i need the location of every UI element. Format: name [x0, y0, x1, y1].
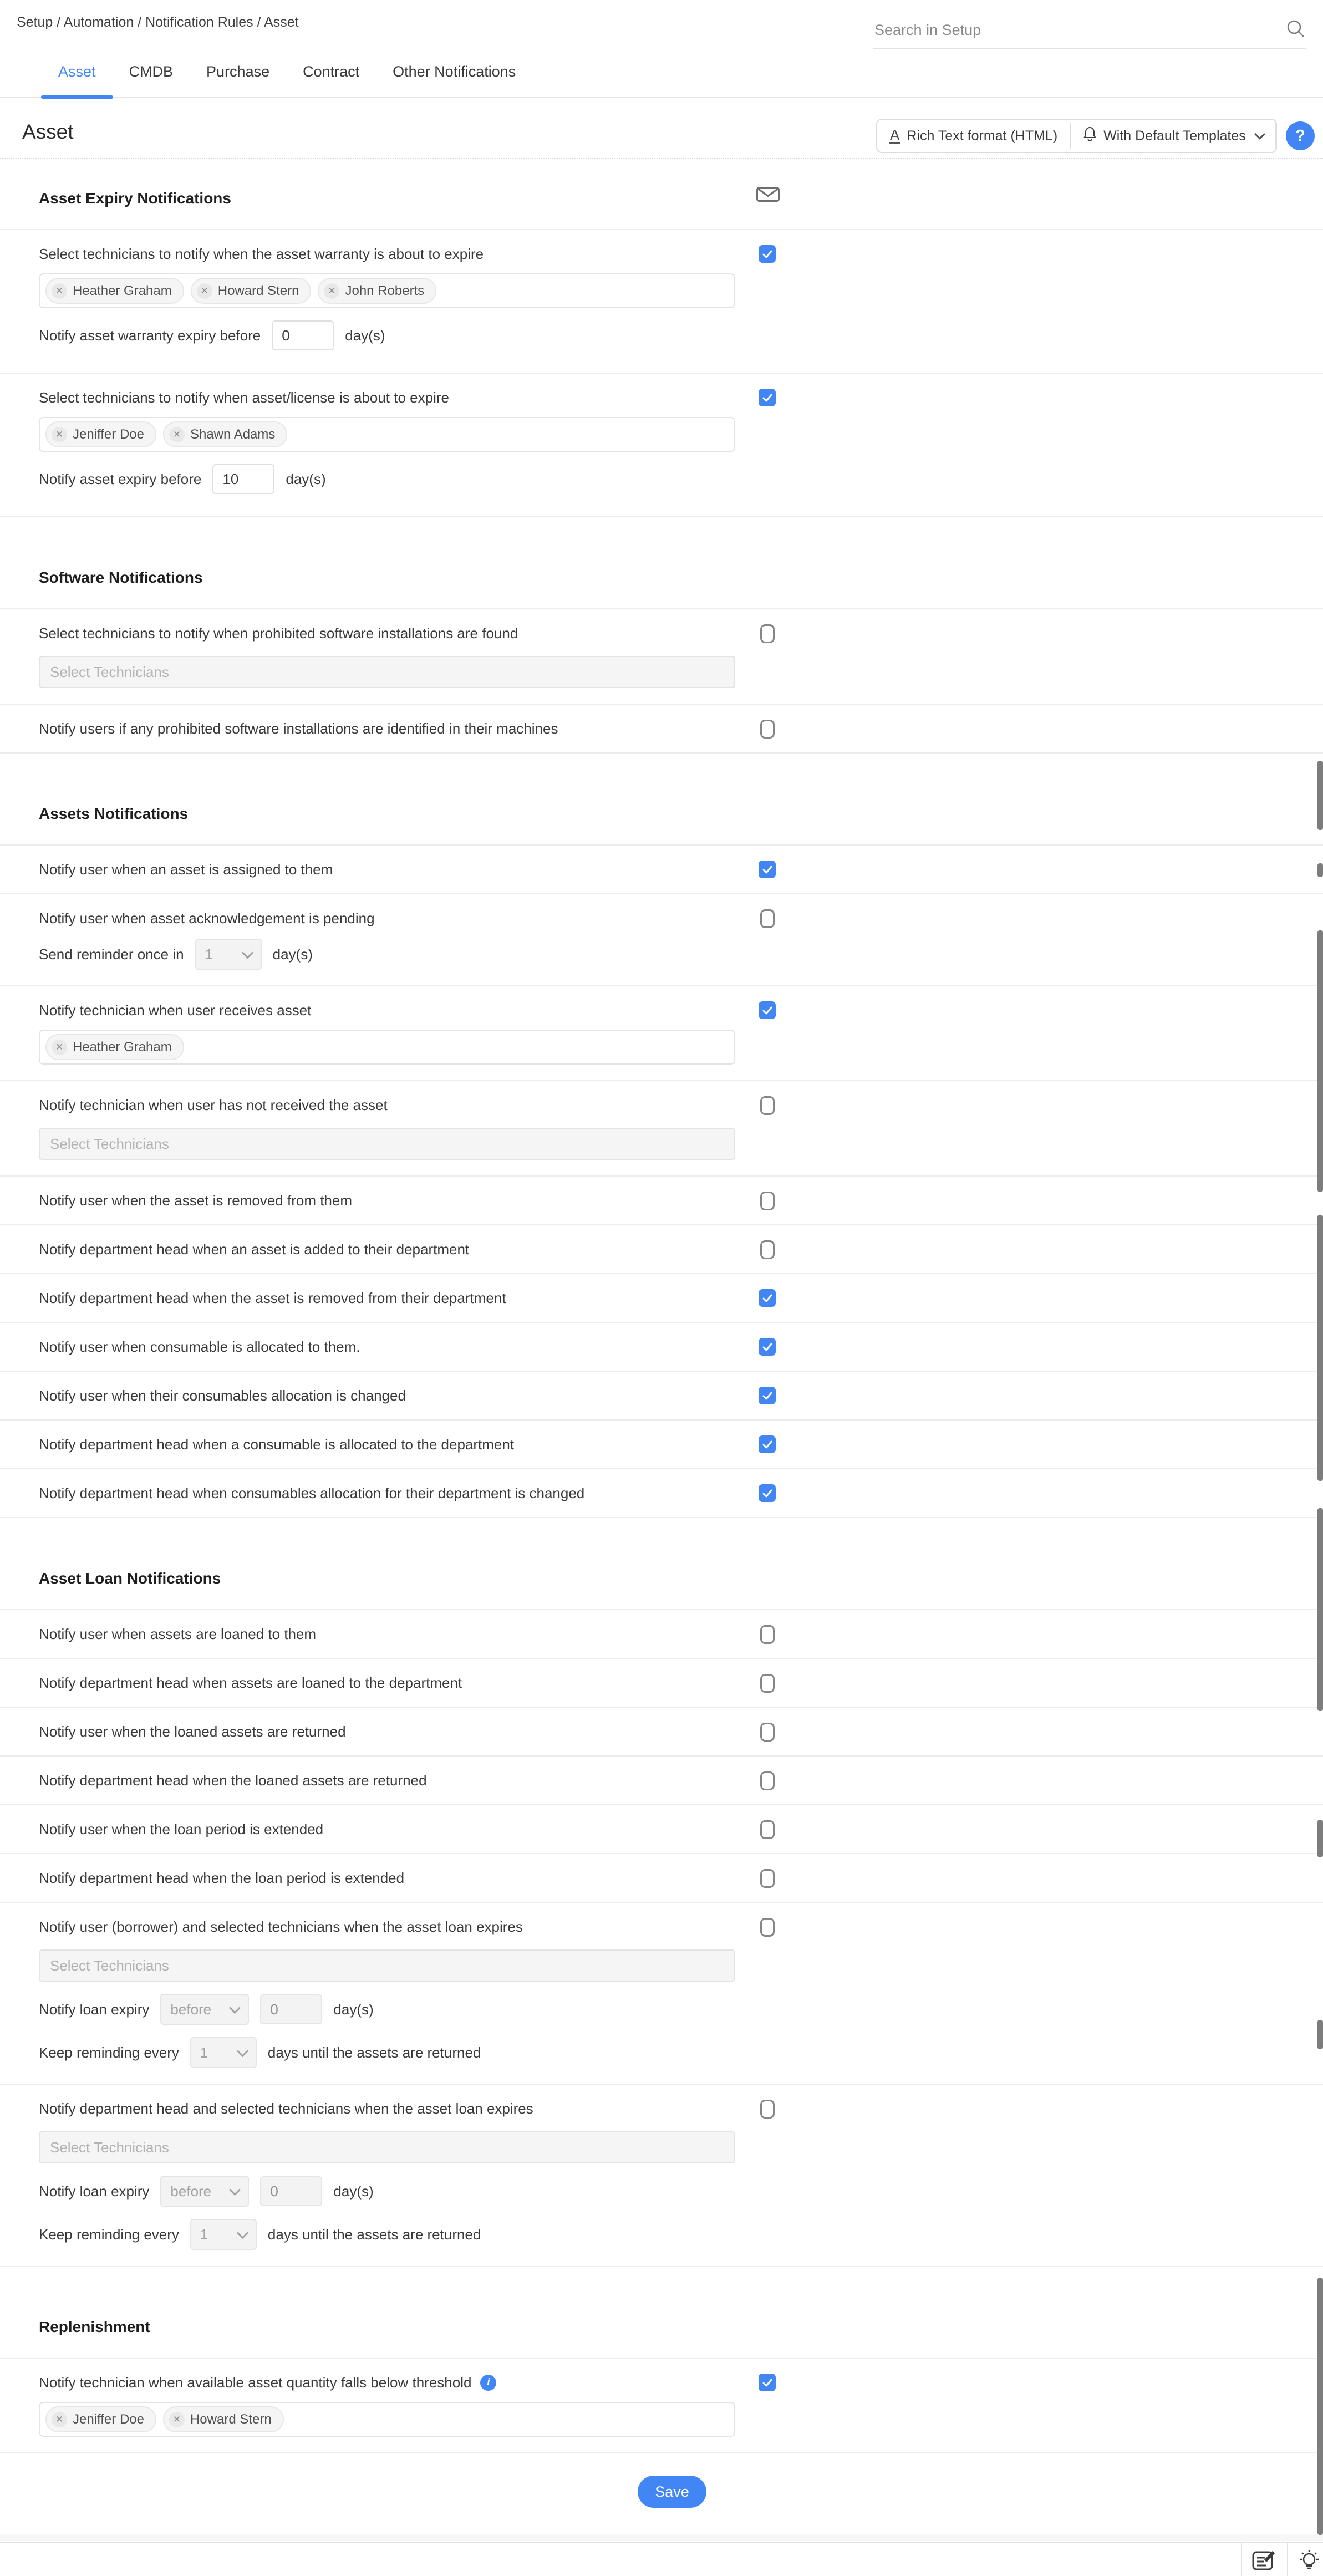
chip-label: Shawn Adams	[190, 426, 276, 442]
notification-row	[0, 373, 1323, 516]
notification-row	[0, 1804, 1323, 1853]
section-heading: Assets Notifications	[39, 805, 189, 822]
row-label-line	[39, 389, 726, 406]
row-checkbox[interactable]	[759, 1001, 776, 1019]
row-label-line	[39, 246, 726, 262]
reminder-days-select[interactable]	[195, 939, 262, 970]
select-technicians-input[interactable]	[39, 1128, 735, 1160]
notification-toolbar	[876, 119, 1277, 153]
notification-row	[0, 608, 1323, 704]
row-checkbox[interactable]	[760, 909, 775, 928]
inline-suffix: day(s)	[333, 2182, 374, 2200]
mail-icon	[756, 187, 780, 205]
chip-remove-icon[interactable]: ✕	[169, 427, 185, 442]
page-header	[0, 0, 1323, 98]
loan-expiry-mode-select[interactable]	[160, 2176, 249, 2207]
notification-row	[0, 1853, 1323, 1902]
row-checkbox[interactable]	[759, 1338, 776, 1356]
notification-row	[0, 893, 1323, 985]
technician-chip	[163, 421, 287, 447]
section-replenishment	[0, 2267, 1323, 2453]
row-label-line	[39, 2374, 726, 2391]
scrollbar-thumb[interactable]	[1317, 930, 1323, 1192]
help-button[interactable]: ?	[1286, 121, 1315, 150]
notification-row	[0, 1224, 1323, 1273]
row-label: Select technicians to notify when prohibited software installations are found	[39, 625, 518, 642]
row-label-line	[39, 1192, 726, 1209]
row-label: Notify user when the loaned assets are returned	[39, 1723, 346, 1740]
section-asset-loan-notifications	[0, 1518, 1323, 2267]
row-checkbox[interactable]	[760, 1240, 775, 1259]
row-label-line	[39, 1723, 726, 1740]
inline-setting	[39, 320, 1323, 350]
chip-label: Heather Graham	[73, 283, 172, 298]
row-checkbox[interactable]	[760, 720, 775, 739]
loan-expiry-mode-select-value: before	[170, 2182, 212, 2200]
chip-remove-icon[interactable]: ✕	[169, 2412, 185, 2427]
remind-every-days-select-value: 1	[200, 2044, 208, 2061]
tab-other-notifications[interactable]: Other Notifications	[393, 63, 516, 80]
row-label-line	[39, 1387, 726, 1404]
row-checkbox[interactable]	[760, 1869, 775, 1888]
notification-row	[0, 1371, 1323, 1419]
row-checkbox[interactable]	[759, 861, 776, 878]
notification-row	[0, 704, 1323, 752]
technician-chip	[45, 421, 156, 447]
chevron-down-icon	[1254, 129, 1265, 140]
scrollbar-thumb[interactable]	[1317, 2020, 1323, 2049]
notification-row	[0, 985, 1323, 1080]
notification-row	[0, 1468, 1323, 1517]
chip-remove-icon[interactable]: ✕	[52, 427, 67, 442]
scrollbar-thumb[interactable]	[1317, 1508, 1323, 1711]
row-label: Notify users if any prohibited software installations are identified in their machines	[39, 720, 558, 737]
row-checkbox[interactable]	[760, 1192, 775, 1210]
section-heading: Replenishment	[39, 2318, 150, 2335]
section-heading: Asset Loan Notifications	[39, 1570, 221, 1587]
row-label-line	[39, 1436, 726, 1453]
row-label: Select technicians to notify when the asset warranty is about to expire	[39, 246, 484, 262]
setup-search	[873, 19, 1306, 49]
row-label: Notify user when an asset is assigned to them	[39, 861, 333, 878]
header-separator	[1275, 121, 1276, 151]
notification-row	[0, 844, 1323, 893]
row-checkbox[interactable]	[760, 2100, 775, 2119]
keep-reminding-setting	[39, 2219, 1323, 2250]
chevron-down-icon	[229, 2183, 241, 2195]
row-label: Notify department head when an asset is added to their department	[39, 1241, 470, 1258]
scrollbar-thumb[interactable]	[1317, 2278, 1323, 2535]
inline-prefix: Notify asset expiry before	[39, 470, 202, 487]
section-assets-notifications	[0, 754, 1323, 1518]
row-checkbox[interactable]	[759, 1289, 776, 1307]
row-label-line	[39, 1918, 726, 1935]
chip-label: Jeniffer Doe	[73, 2411, 144, 2427]
lightbulb-icon[interactable]	[1296, 2547, 1322, 2573]
row-label: Notify technician when available asset quantity falls below threshold	[39, 2374, 472, 2391]
chip-label: Howard Stern	[190, 2411, 272, 2427]
module-tabs	[58, 63, 516, 98]
search-input[interactable]	[873, 21, 1286, 39]
templates-label: With Default Templates	[1103, 128, 1246, 144]
chevron-down-icon	[237, 2045, 248, 2056]
row-label-line	[39, 1772, 726, 1789]
chip-remove-icon[interactable]: ✕	[52, 1040, 67, 1055]
select-technicians-input[interactable]	[39, 2131, 735, 2163]
notification-row	[0, 229, 1323, 373]
row-checkbox[interactable]	[759, 245, 776, 263]
row-checkbox[interactable]	[760, 1771, 775, 1790]
inline-suffix: day(s)	[272, 945, 313, 963]
row-checkbox[interactable]	[760, 624, 775, 643]
scrollbar-thumb[interactable]	[1317, 1215, 1323, 1481]
inline-suffix: day(s)	[286, 470, 326, 487]
tab-asset[interactable]: Asset	[58, 63, 96, 98]
rich-text-format-label: Rich Text format (HTML)	[907, 128, 1058, 144]
row-checkbox[interactable]	[760, 1723, 775, 1742]
row-checkbox[interactable]	[759, 2374, 776, 2391]
technician-chip	[45, 2406, 156, 2432]
page-title: Asset	[22, 120, 74, 143]
loan-expiry-days-input[interactable]	[260, 1994, 322, 2024]
section-heading: Software Notifications	[39, 569, 203, 586]
row-label: Notify user when their consumables allocation is changed	[39, 1387, 406, 1404]
inline-prefix: Keep reminding every	[39, 2226, 179, 2243]
loan-expiry-setting	[39, 2176, 1323, 2207]
row-label: Notify department head when the asset is removed from their department	[39, 1290, 506, 1306]
text-format-icon: A	[889, 128, 900, 144]
technician-chips-field[interactable]	[39, 273, 735, 308]
chip-label: Heather Graham	[73, 1039, 172, 1055]
title-row	[0, 98, 1323, 159]
row-label-line	[39, 910, 726, 926]
technician-chip	[191, 278, 312, 304]
notification-row	[0, 1322, 1323, 1371]
row-checkbox[interactable]	[759, 1387, 776, 1404]
row-label-line	[39, 1674, 726, 1691]
row-label: Notify department head when the loaned assets are returned	[39, 1772, 427, 1789]
row-label: Notify user when the asset is removed from them	[39, 1192, 353, 1209]
notification-row	[0, 2358, 1323, 2452]
chip-label: Howard Stern	[217, 283, 299, 298]
tab-purchase[interactable]: Purchase	[206, 63, 270, 80]
row-label-line	[39, 1821, 726, 1837]
chip-remove-icon[interactable]: ✕	[52, 283, 67, 299]
footer-bar	[0, 2542, 1323, 2576]
loan-expiry-setting	[39, 1994, 1323, 2025]
reminder-days-select-value: 1	[205, 945, 213, 963]
technician-chip	[45, 1034, 184, 1060]
row-label: Select technicians to notify when asset/license is about to expire	[39, 389, 449, 406]
save-button[interactable]: Save	[638, 2476, 706, 2508]
inline-prefix: Notify loan expiry	[39, 2000, 150, 2018]
row-label: Notify user when assets are loaned to them	[39, 1626, 317, 1642]
row-label: Notify department head when the loan period is extended	[39, 1870, 405, 1886]
feedback-edit-icon[interactable]	[1249, 2549, 1280, 2572]
rich-text-format-button[interactable]	[877, 120, 1070, 152]
keep-reminding-setting	[39, 2037, 1323, 2068]
info-icon[interactable]: i	[480, 2375, 496, 2391]
row-label-line	[39, 861, 726, 878]
row-label: Notify technician when user has not received the asset	[39, 1097, 388, 1113]
row-label-line	[39, 1485, 726, 1501]
remind-every-days-select-value: 1	[200, 2226, 208, 2243]
notification-sections	[0, 159, 1323, 2453]
row-label-line	[39, 720, 726, 737]
technician-chip	[318, 278, 436, 304]
row-label: Notify technician when user receives asset	[39, 1002, 312, 1019]
days-input[interactable]	[272, 320, 334, 350]
technician-chip	[163, 2406, 284, 2432]
loan-expiry-days-input[interactable]	[260, 2176, 322, 2206]
chip-label: Jeniffer Doe	[73, 426, 144, 442]
section-heading: Asset Expiry Notifications	[39, 190, 231, 207]
notification-row	[0, 1755, 1323, 1804]
notification-row	[0, 1902, 1323, 2084]
inline-prefix: Notify loan expiry	[39, 2182, 150, 2200]
loan-expiry-mode-select[interactable]	[160, 1994, 249, 2025]
row-label-line	[39, 1002, 726, 1019]
inline-prefix: Notify asset warranty expiry before	[39, 327, 261, 344]
inline-suffix: days until the assets are returned	[267, 2226, 481, 2243]
days-input[interactable]	[212, 464, 274, 494]
loan-expiry-mode-select-value: before	[170, 2000, 212, 2018]
inline-prefix: Send reminder once in	[39, 945, 184, 963]
row-label: Notify user when consumable is allocated to them.	[39, 1338, 360, 1355]
chip-remove-icon[interactable]: ✕	[197, 283, 212, 299]
inline-suffix: day(s)	[345, 327, 385, 344]
footer-divider	[1241, 2542, 1242, 2576]
remind-every-days-select[interactable]	[190, 2219, 257, 2250]
inline-prefix: Keep reminding every	[39, 2044, 179, 2061]
row-label: Notify department head and selected technicians when the asset loan expires	[39, 2100, 533, 2117]
inline-suffix: day(s)	[333, 2000, 374, 2018]
row-checkbox[interactable]	[759, 1435, 776, 1453]
technician-chips-field[interactable]	[39, 2402, 735, 2437]
chevron-down-icon	[242, 946, 253, 958]
notification-row	[0, 1658, 1323, 1707]
row-label: Notify user when asset acknowledgement is pending	[39, 910, 375, 926]
row-checkbox[interactable]	[760, 1625, 775, 1644]
bell-icon	[1083, 126, 1097, 146]
notification-row	[0, 1080, 1323, 1175]
scrollbar-thumb[interactable]	[1317, 863, 1323, 877]
row-label-line	[39, 1870, 726, 1886]
row-checkbox[interactable]	[759, 389, 776, 406]
tab-cmdb[interactable]: CMDB	[129, 63, 174, 80]
notification-row	[0, 2084, 1323, 2266]
chevron-down-icon	[237, 2227, 248, 2238]
row-label: Notify department head when assets are loaned to the department	[39, 1674, 462, 1691]
search-icon[interactable]	[1286, 19, 1306, 42]
chevron-down-icon	[229, 2002, 241, 2013]
row-checkbox[interactable]	[760, 1820, 775, 1839]
scrollbar-thumb[interactable]	[1317, 761, 1323, 830]
row-label-line	[39, 1097, 726, 1113]
breadcrumb[interactable]: Setup / Automation / Notification Rules / Asset	[17, 14, 299, 30]
row-label-line	[39, 1290, 726, 1306]
section-software-notifications	[0, 517, 1323, 754]
row-label-line	[39, 2100, 726, 2117]
notification-row	[0, 1273, 1323, 1322]
row-label: Notify department head when a consumable is allocated to the department	[39, 1436, 515, 1453]
row-label-line	[39, 625, 726, 642]
notification-row	[0, 1419, 1323, 1468]
templates-dropdown[interactable]	[1071, 120, 1276, 152]
row-label: Notify user (borrower) and selected technicians when the asset loan expires	[39, 1918, 523, 1935]
notification-row	[0, 1175, 1323, 1224]
notification-row	[0, 1707, 1323, 1755]
row-checkbox[interactable]	[760, 1674, 775, 1693]
row-label: Notify department head when consumables allocation for their department is changed	[39, 1485, 585, 1501]
chip-label: John Roberts	[345, 283, 425, 298]
row-checkbox[interactable]	[759, 1484, 776, 1502]
scrollbar-thumb[interactable]	[1317, 1820, 1323, 1857]
notification-row	[0, 1609, 1323, 1658]
inline-suffix: days until the assets are returned	[267, 2044, 481, 2061]
reminder-setting	[39, 939, 1323, 970]
row-label-line	[39, 1626, 726, 1642]
technician-chips-field[interactable]	[39, 1030, 735, 1065]
select-technicians-input[interactable]	[39, 1949, 735, 1982]
technician-chips-field[interactable]	[39, 417, 735, 452]
row-checkbox[interactable]	[760, 1096, 775, 1115]
footer-divider	[1287, 2542, 1288, 2576]
inline-setting	[39, 464, 1323, 494]
row-checkbox[interactable]	[760, 1918, 775, 1937]
remind-every-days-select[interactable]	[190, 2037, 257, 2068]
row-label-line	[39, 1241, 726, 1258]
technician-chip	[45, 278, 184, 304]
section-asset-expiry-notifications	[0, 159, 1323, 517]
row-label: Notify user when the loan period is extended	[39, 1821, 324, 1837]
row-label-line	[39, 1338, 726, 1355]
tab-contract[interactable]: Contract	[303, 63, 360, 80]
select-technicians-input[interactable]	[39, 656, 735, 688]
chip-remove-icon[interactable]: ✕	[52, 2412, 67, 2427]
footer-shadow	[0, 2534, 1323, 2541]
chip-remove-icon[interactable]: ✕	[324, 283, 339, 299]
